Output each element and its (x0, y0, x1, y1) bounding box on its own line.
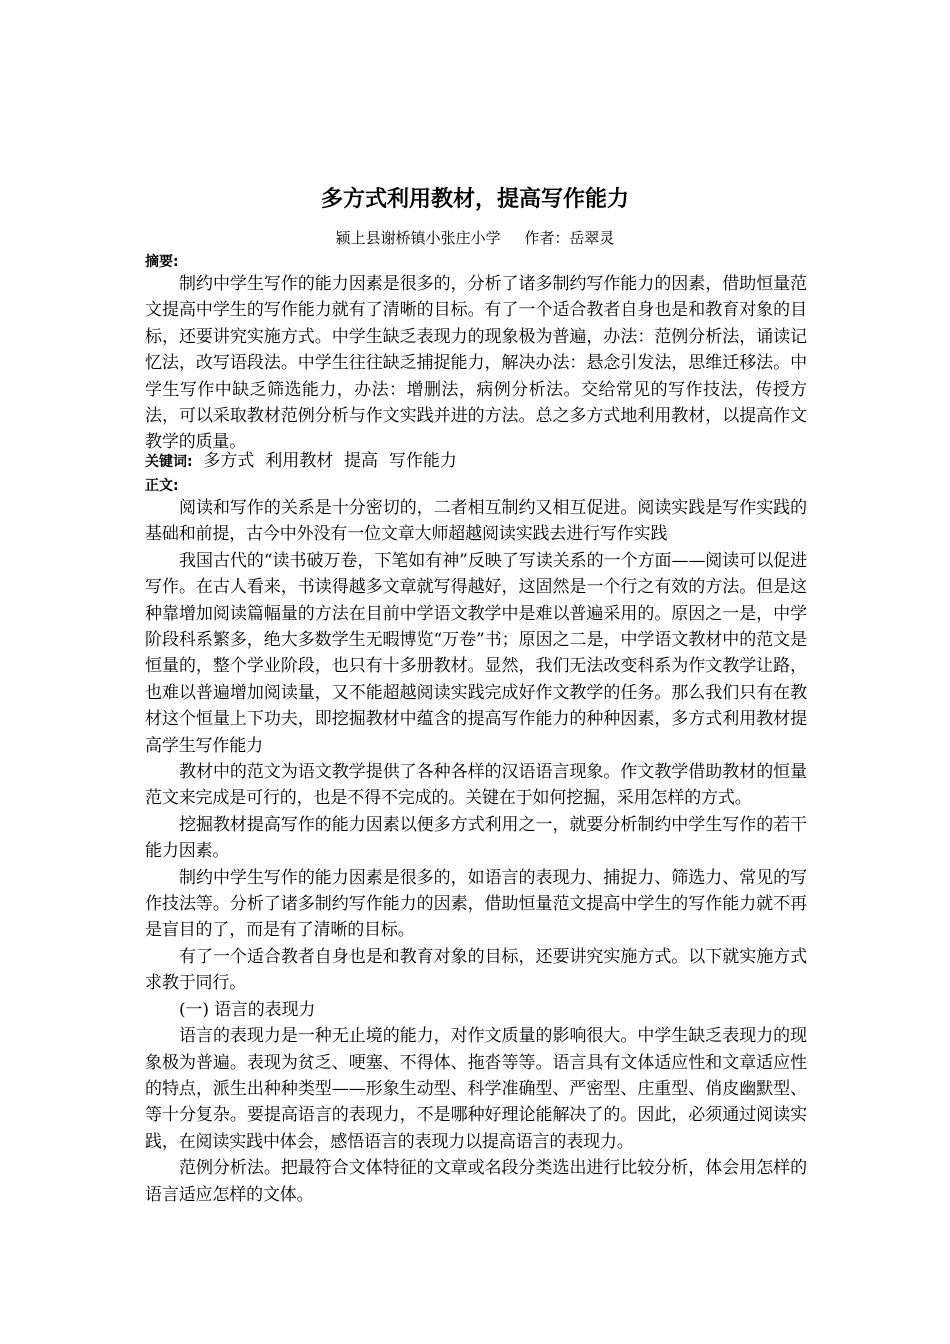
abstract-label: 摘要: (145, 254, 179, 270)
body-paragraph-4: 挖掘教材提高写作的能力因素以便多方式利用之一，就要分析制约中学生写作的若干能力因素。 (145, 814, 807, 862)
keywords-text: 多方式 利用教材 提高 写作能力 (203, 451, 457, 471)
body-paragraph-8: 范例分析法。把最符合文体特征的文章或名段分类选出进行比较分析，体会用怎样的语言适应怎样的文体。 (145, 1158, 807, 1205)
section-heading-1: (一) 语言的表现力 (179, 999, 316, 1020)
abstract-section (145, 271, 807, 456)
body-paragraph-7: 语言的表现力是一种无止境的能力，对作文质量的影响很大。中学生缺乏表现力的现象极为普遍。表现为贫乏、哽塞、不得体、拖沓等等。语言具有文体适应性和文章适应性的特点，派生出种种类型——形象生动型、科学准确型、严密型、庄重型、俏皮幽默型、等十分复杂。要提高语言的表现力，不是哪种好理论能解决了的。因此，必须通过阅读实践，在阅读实践中体会，感悟语言的表现力以提高语言的表现力。 (145, 1026, 807, 1152)
body-label: 正文: (145, 478, 179, 494)
body-paragraph-6: 有了一个适合教者自身也是和教育对象的目标，还要讲究实施方式。以下就实施方式求教于同行。 (145, 946, 807, 994)
body-paragraph-3: 教材中的范文为语文教学提供了各种各样的汉语语言现象。作文教学借助教材的恒量范文来完成是可行的，也是不得不完成的。关键在于如何挖掘，采用怎样的方式。 (145, 762, 807, 809)
author-byline: 颍上县谢桥镇小张庄小学 作者：岳翠灵 (335, 229, 615, 247)
abstract-paragraph: 制约中学生写作的能力因素是很多的，分析了诸多制约写作能力的因素，借助恒量范文提高中学生的写作能力就有了清晰的目标。有了一个适合教者自身也是和教育对象的目标，还要讲究实施方式。中学生缺乏表现力的现象极为普遍，办法：范例分析法，诵读记忆法，改写语段法。中学生往往缺乏捕捉能力，解决办法：悬念引发法，思维迁移法。中学生写作中缺乏筛选能力，办法：增删法，病例分析法。交给常见的写作技法，传授方法，可以采取教材范例分析与作文实践并进的方法。总之多方式地利用教材，以提高作文教学的质量。 (145, 274, 807, 453)
keywords-label: 关键词: (145, 454, 193, 470)
body-text (145, 495, 807, 1208)
document-title: 多方式利用教材，提高写作能力 (320, 187, 629, 212)
body-paragraph-2: 我国古代的“读书破万卷，下笔如有神”反映了写读关系的一个方面——阅读可以促进写作。在古人看来，书读得越多文章就写得越好，这固然是一个行之有效的方法。但是这种靠增加阅读篇幅量的方法在目前中学语文教学中是难以普遍采用的。原因之一是，中学阶段科系繁多，绝大多数学生无暇博览“万卷”书；原因之二是，中学语文教材中的范文是恒量的，整个学业阶段，也只有十多册教材。显然，我们无法改变科系为作文教学让路，也难以普遍增加阅读量，又不能超越阅读实践完成好作文教学的任务。那么我们只有在教材这个恒量上下功夫，即挖掘教材中蕴含的提高写作能力的种种因素，多方式利用教材提高学生写作能力 (145, 550, 807, 756)
body-paragraph-1: 阅读和写作的关系是十分密切的，二者相互制约又相互促进。阅读实践是写作实践的基础和前提，古今中外没有一位文章大师超越阅读实践去进行写作实践 (145, 498, 807, 545)
keywords-line (145, 449, 457, 474)
body-paragraph-5: 制约中学生写作的能力因素是很多的，如语言的表现力、捕捉力、筛选力、常见的写作技法等。分析了诸多制约写作能力的因素，借助恒量范文提高中学生的写作能力就不再是盲目的了，而是有了清晰的目标。 (145, 867, 807, 941)
